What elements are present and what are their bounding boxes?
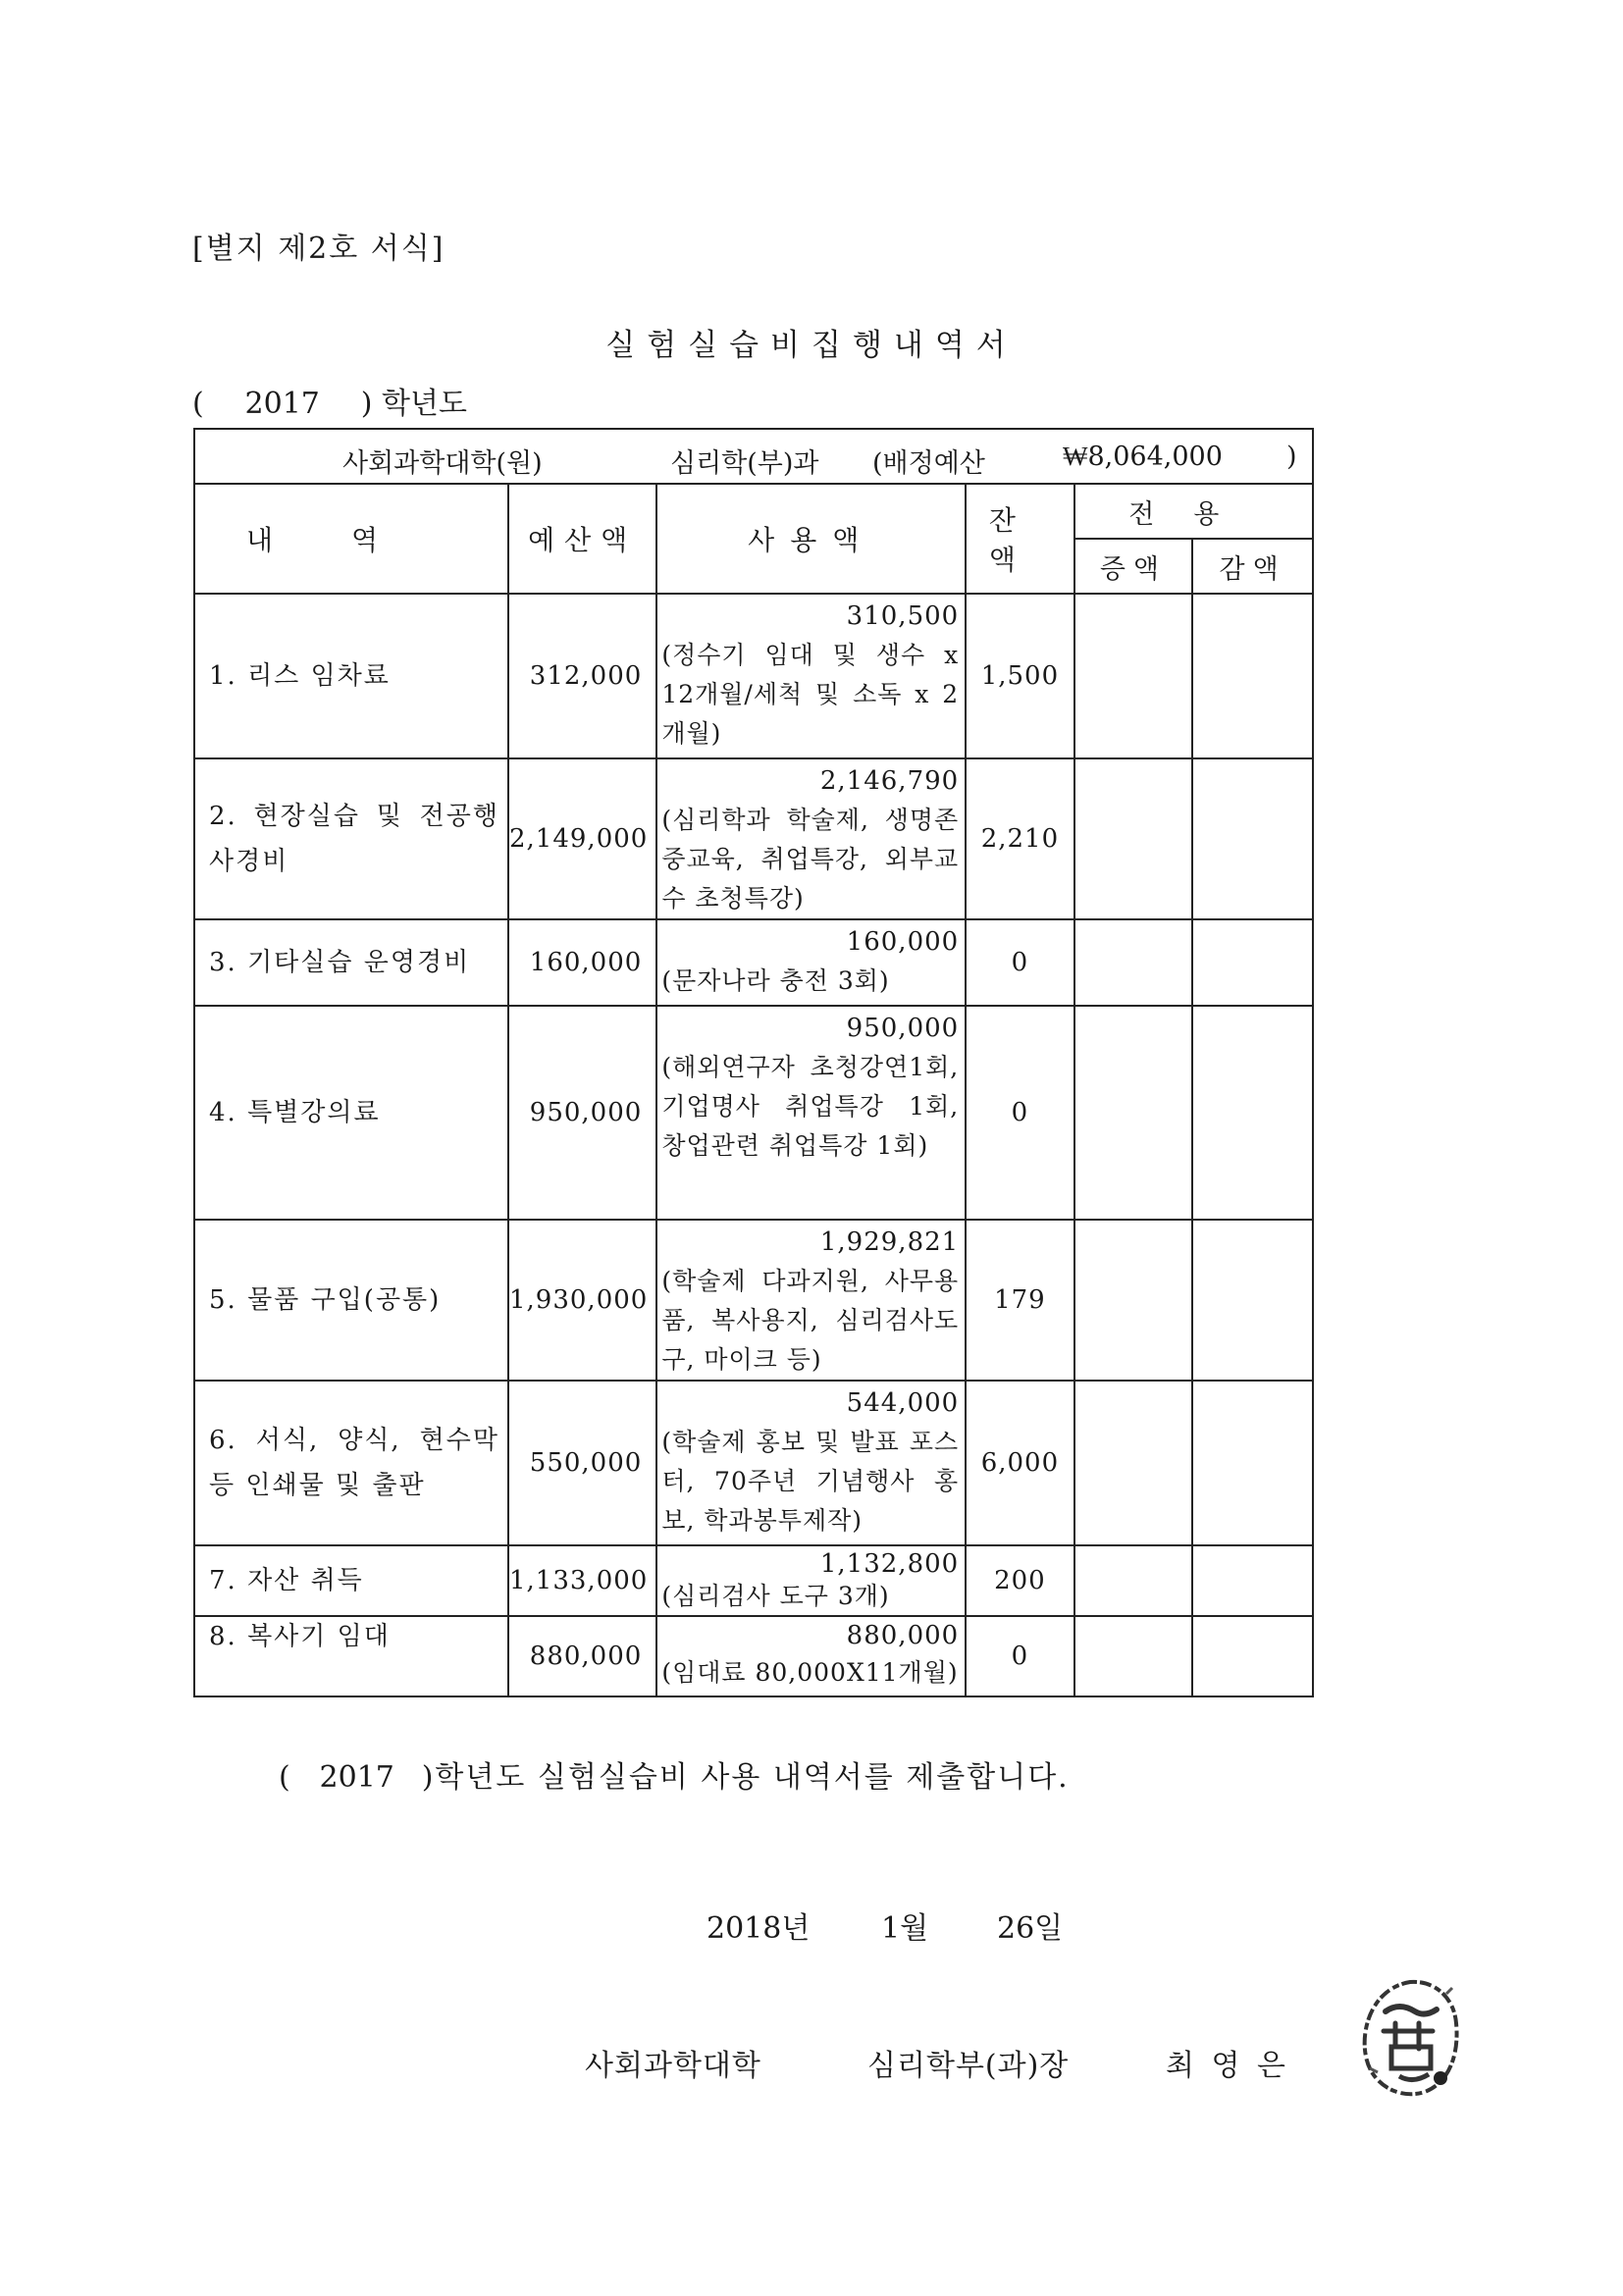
row-item: 8. 복사기 임대 [194, 1616, 508, 1696]
used-description: (정수기 임대 및 생수 x 12개월/세척 및 소독 x 2개월) [661, 641, 960, 748]
submission-date [707, 1904, 1063, 1947]
row-item: 6. 서식, 양식, 현수막 등 인쇄물 및 출판 [194, 1381, 508, 1545]
row-remaining: 200 [966, 1545, 1073, 1616]
row-increase [1074, 1616, 1193, 1696]
department-header [194, 429, 1313, 484]
header-item: 내역 [194, 484, 508, 594]
row-decrease [1192, 1220, 1313, 1381]
row-remaining: 0 [966, 919, 1073, 1006]
row-budget: 312,000 [508, 594, 656, 758]
used-amount: 1,132,800 [819, 1549, 960, 1579]
row-decrease [1192, 594, 1313, 758]
row-remaining: 2,210 [966, 758, 1073, 919]
row-budget: 550,000 [508, 1381, 656, 1545]
row-remaining: 179 [966, 1220, 1073, 1381]
row-remaining: 1,500 [966, 594, 1073, 758]
header-used: 사용액 [656, 484, 966, 594]
row-increase [1074, 1220, 1193, 1381]
row-budget: 1,930,000 [508, 1220, 656, 1381]
row-increase [1074, 758, 1193, 919]
table-row [194, 1220, 1313, 1381]
used-amount: 950,000 [846, 1014, 960, 1043]
year-value: 2017 [244, 387, 320, 421]
table-row [194, 1381, 1313, 1545]
table-row [194, 1006, 1313, 1220]
date-day: 26일 [997, 1911, 1064, 1946]
row-budget: 160,000 [508, 919, 656, 1006]
row-used [656, 1220, 966, 1381]
academic-year [192, 379, 467, 422]
submission-open: ( [279, 1760, 292, 1795]
row-used [656, 1545, 966, 1616]
row-increase [1074, 1545, 1193, 1616]
row-used [656, 758, 966, 919]
budget-label: (배정예산 [872, 448, 985, 479]
table-row [194, 1616, 1313, 1696]
official-seal [1356, 1974, 1464, 2102]
submission-year: 2017 [319, 1760, 394, 1795]
college-name: 사회과학대학(원) [342, 448, 543, 479]
row-item: 4. 특별강의료 [194, 1006, 508, 1220]
form-label: [별지 제2호 서식] [192, 232, 445, 266]
row-decrease [1192, 919, 1313, 1006]
row-remaining: 0 [966, 1616, 1073, 1696]
budget-total: ₩8,064,000 [1063, 442, 1223, 472]
row-item: 2. 현장실습 및 전공행사경비 [194, 758, 508, 919]
row-remaining: 0 [966, 1006, 1073, 1220]
used-amount: 544,000 [846, 1388, 960, 1418]
row-used [656, 919, 966, 1006]
row-decrease [1192, 758, 1313, 919]
row-decrease [1192, 1381, 1313, 1545]
row-budget: 2,149,000 [508, 758, 656, 919]
row-used [656, 1381, 966, 1545]
used-description: (심리학과 학술제, 생명존중교육, 취업특강, 외부교수 초청특강) [661, 806, 960, 913]
table-row [194, 919, 1313, 1006]
row-decrease [1192, 1545, 1313, 1616]
year-suffix: 학년도 [381, 387, 467, 421]
signature-name: 최 영 은 [1166, 2049, 1290, 2083]
table-row [194, 758, 1313, 919]
row-decrease [1192, 1616, 1313, 1696]
submission-statement [279, 1752, 1070, 1796]
header-remaining: 잔액 [966, 484, 1073, 594]
row-item: 7. 자산 취득 [194, 1545, 508, 1616]
used-amount: 160,000 [846, 927, 960, 957]
document-title: 실험실습비집행내역서 [605, 328, 1018, 363]
date-year: 2018년 [707, 1911, 811, 1946]
used-amount: 1,929,821 [819, 1227, 960, 1257]
row-decrease [1192, 1006, 1313, 1220]
year-close: ) [360, 387, 373, 421]
row-item: 1. 리스 임차료 [194, 594, 508, 758]
row-used [656, 1616, 966, 1696]
signature-position: 심리학부(과)장 [867, 2049, 1070, 2083]
used-description: (학술제 다과지원, 사무용품, 복사용지, 심리검사도구, 마이크 등) [661, 1267, 960, 1374]
row-used [656, 594, 966, 758]
header-budget: 예산액 [508, 484, 656, 594]
budget-execution-table [193, 428, 1314, 1697]
row-increase [1074, 594, 1193, 758]
row-increase [1074, 1006, 1193, 1220]
year-open: ( [192, 387, 204, 421]
used-amount: 880,000 [846, 1621, 960, 1650]
date-month: 1월 [881, 1911, 929, 1946]
row-item: 3. 기타실습 운영경비 [194, 919, 508, 1006]
header-decrease: 감액 [1192, 539, 1313, 594]
row-budget: 1,133,000 [508, 1545, 656, 1616]
signature-college: 사회과학대학 [585, 2049, 761, 2083]
row-used [656, 1006, 966, 1220]
department-name: 심리학(부)과 [670, 448, 819, 479]
used-description: (임대료 80,000X11개월) [661, 1658, 959, 1687]
used-amount: 2,146,790 [819, 766, 960, 796]
row-budget: 950,000 [508, 1006, 656, 1220]
used-amount: 310,500 [846, 601, 960, 631]
header-transfer: 전용 [1074, 484, 1313, 539]
row-increase [1074, 919, 1193, 1006]
budget-close: ) [1286, 442, 1297, 472]
row-budget: 880,000 [508, 1616, 656, 1696]
table-row [194, 1545, 1313, 1616]
row-item: 5. 물품 구입(공통) [194, 1220, 508, 1381]
used-description: (심리검사 도구 3개) [661, 1582, 890, 1610]
used-description: (문자나라 충전 3회) [661, 966, 890, 995]
used-description: (해외연구자 초청강연1회, 기업명사 취업특강 1회, 창업관련 취업특강 1회) [661, 1053, 960, 1160]
row-increase [1074, 1381, 1193, 1545]
signature-block [585, 2041, 1289, 2084]
table-row [194, 594, 1313, 758]
header-increase: 증액 [1074, 539, 1193, 594]
used-description: (학술제 홍보 및 발표 포스터, 70주년 기념행사 홍보, 학과봉투제작) [661, 1428, 960, 1535]
row-remaining: 6,000 [966, 1381, 1073, 1545]
submission-text: )학년도 실험실습비 사용 내역서를 제출합니다. [421, 1760, 1070, 1795]
